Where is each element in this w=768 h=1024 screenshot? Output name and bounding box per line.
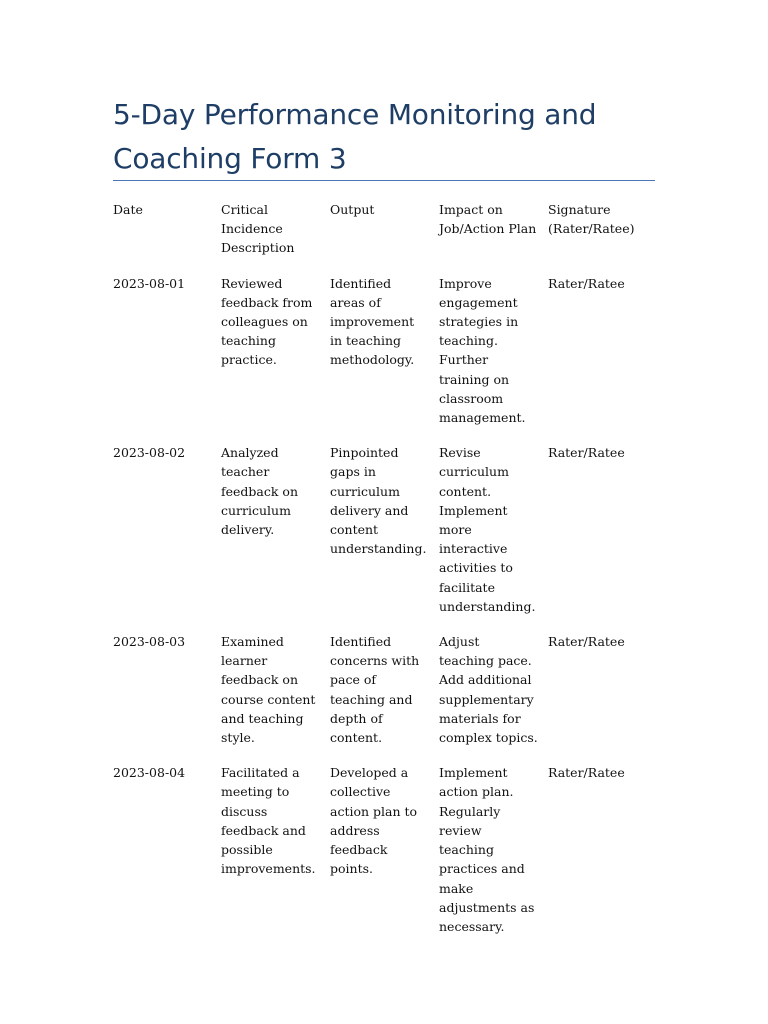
cell-description: Facilitated a meeting to discuss feedback and possible improvements. (221, 765, 316, 877)
title-divider (113, 180, 655, 181)
cell-output: Identified concerns with pace of teaching and depth of content. (330, 634, 420, 746)
header-signature: Signature (Rater/Ratee) (548, 202, 635, 237)
cell-signature: Rater/Ratee (548, 765, 625, 781)
header-output: Output (330, 202, 375, 217)
cell-signature: Rater/Ratee (548, 634, 625, 650)
cell-impact: Adjust teaching pace. Add additional supplementary materials for complex topics. (439, 634, 538, 746)
cell-description: Analyzed teacher feedback on curriculum delivery. (221, 445, 299, 538)
table-header-row (108, 196, 653, 270)
header-impact: Impact on Job/Action Plan (439, 202, 537, 237)
page-title: 5-Day Performance Monitoring and Coaching Form 3 (113, 98, 597, 175)
header-description: Critical Incidence Description (221, 202, 295, 256)
header-date: Date (113, 202, 143, 217)
cell-signature: Rater/Ratee (548, 445, 625, 461)
cell-output: Developed a collective action plan to address feedback points. (330, 765, 418, 877)
cell-output: Identified areas of improvement in teaching methodology. (330, 275, 415, 368)
table-row (108, 628, 653, 759)
cell-impact: Revise curriculum content. Implement more interactive activities to facilitate understanding. (439, 445, 536, 614)
cell-impact: Implement action plan. Regularly review teaching practices and make adjustments as necessary. (439, 765, 535, 934)
table-row (108, 439, 653, 628)
table-row (108, 759, 653, 948)
table-row (108, 270, 653, 440)
cell-description: Examined learner feedback on course content and teaching style. (221, 634, 316, 746)
cell-output: Pinpointed gaps in curriculum delivery and content understanding. (330, 445, 427, 557)
monitoring-table (108, 196, 653, 948)
cell-date: 2023-08-01 (113, 275, 186, 291)
cell-description: Reviewed feedback from colleagues on teaching practice. (221, 275, 313, 368)
cell-date: 2023-08-04 (113, 765, 186, 781)
cell-signature: Rater/Ratee (548, 275, 625, 291)
cell-date: 2023-08-02 (113, 445, 186, 461)
cell-date: 2023-08-03 (113, 634, 186, 650)
cell-impact: Improve engagement strategies in teaching. Further training on classroom management. (439, 275, 526, 426)
